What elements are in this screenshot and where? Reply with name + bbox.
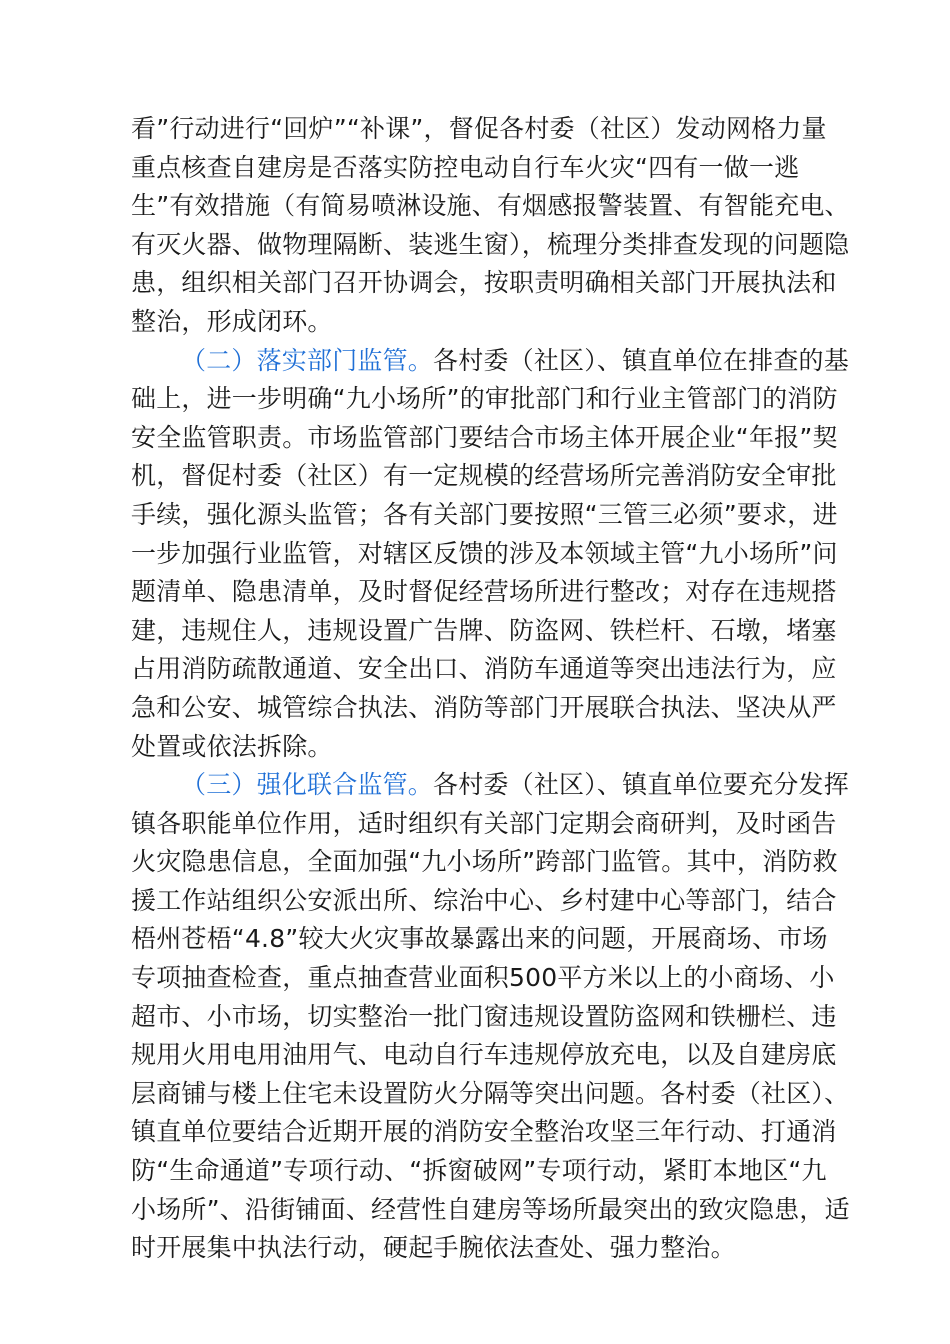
section-2-heading: （二）落实部门监管。: [181, 345, 434, 375]
document-body: [131, 110, 851, 1268]
paragraph-section-3: [131, 766, 851, 1268]
section-2-body: 各村委（社区）、镇直单位在排查的基础上，进一步明确“九小场所”的审批部门和行业主管部门的消防安全监管职责。市场监管部门要结合市场主体开展企业“年报”契机，督促村委（社区）有一定规模的经营场所完善消防安全审批手续，强化源头监管；各有关部门要按照“三管三必须”要求，进一步加强行业监管，对辖区反馈的涉及本领域主管“九小场所”问题清单、隐患清单，及时督促经营场所进行整改；对存在违规搭建，违规住人，违规设置广告牌、防盗网、铁栏杆、石墩，堵塞占用消防疏散通道、安全出口、消防车通道等突出违法行为，应急和公安、城管综合执法、消防等部门开展联合执法、坚决从严处置或依法拆除。: [131, 345, 849, 761]
section-3-heading: （三）强化联合监管。: [181, 770, 434, 800]
section-3-body: 各村委（社区）、镇直单位要充分发挥镇各职能单位作用，适时组织有关部门定期会商研判，及时函告火灾隐患信息，全面加强“九小场所”跨部门监管。其中，消防救援工作站组织公安派出所、综治中心、乡村建中心等部门，结合梧州苍梧“4.8”较大火灾事故暴露出来的问题，开展商场、市场专项抽查检查，重点抽查营业面积500平方米以上的小商场、小超市、小市场，切实整治一批门窗违规设置防盗网和铁栅栏、违规用火用电用油用气、电动自行车违规停放充电，以及自建房底层商铺与楼上住宅未设置防火分隔等突出问题。各村委（社区）、镇直单位要结合近期开展的消防安全整治攻坚三年行动、打通消防“生命通道”专项行动、“拆窗破网”专项行动，紧盯本地区“九小场所”、沿街铺面、经营性自建房等场所最突出的致灾隐患，适时开展集中执法行动，硬起手腕依法查处、强力整治。: [131, 770, 850, 1263]
paragraph-section-2: [131, 342, 851, 767]
paragraph-continuation: 看”行动进行“回炉”“补课”，督促各村委（社区）发动网格力量重点核查自建房是否落实防控电动自行车火灾“四有一做一逃生”有效措施（有简易喷淋设施、有烟感报警装置、有智能充电、有灭火器、做物理隔断、装逃生窗），梳理分类排查发现的问题隐患，组织相关部门召开协调会，按职责明确相关部门开展执法和整治，形成闭环。: [131, 114, 850, 336]
